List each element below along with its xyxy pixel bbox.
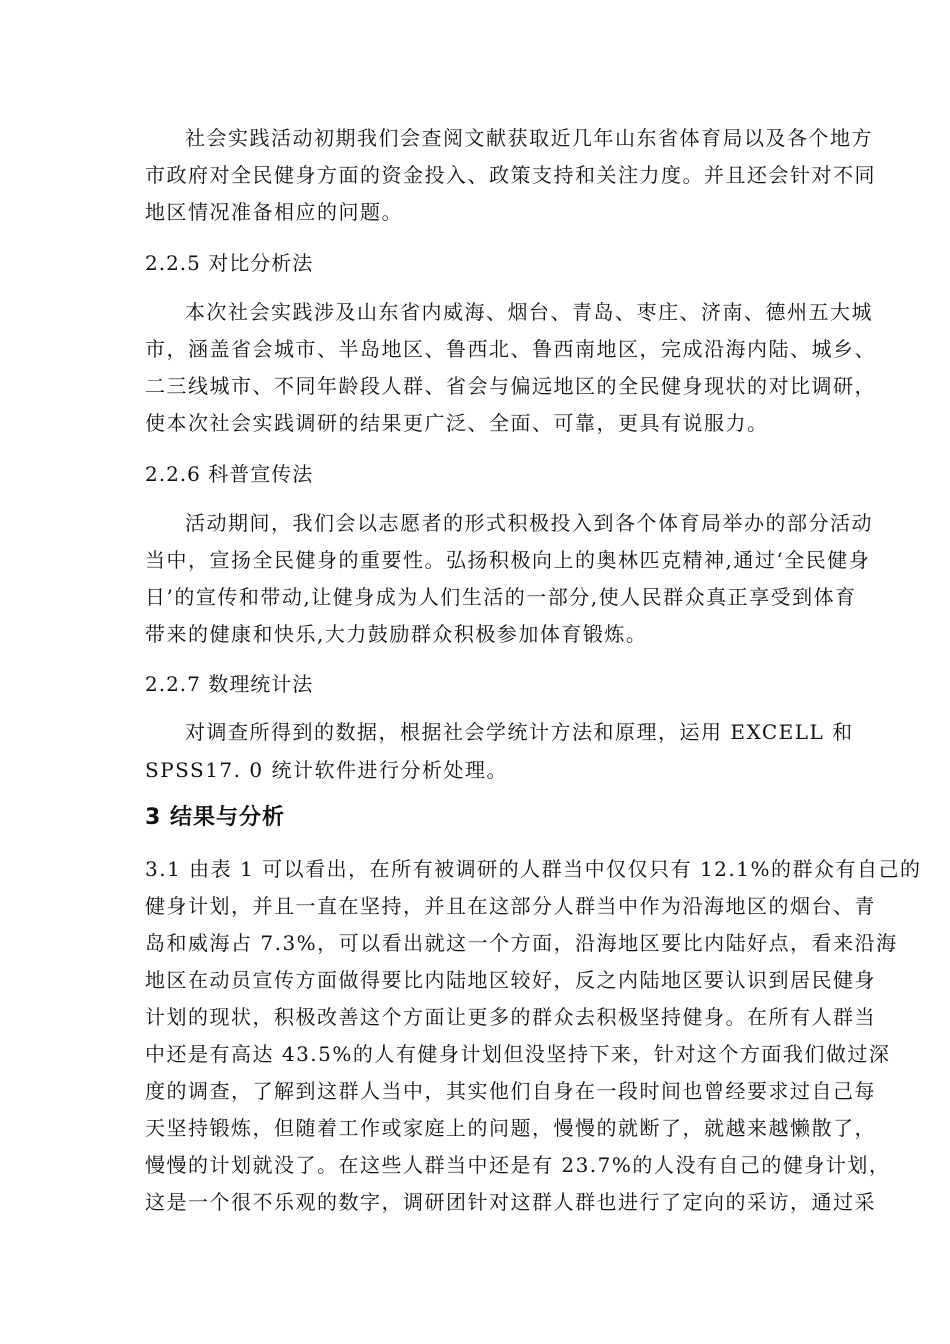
section-heading-3: 3 结果与分析 (145, 805, 285, 830)
paragraph-line: 日’的宣传和带动,让健身成为人们生活的一部分,使人民群众真正享受到体育 (145, 585, 857, 609)
paragraph-line: SPSS17. 0 统计软件进行分析处理。 (145, 758, 508, 782)
paragraph-line: 使本次社会实践调研的结果更广泛、全面、可靠，更具有说服力。 (145, 411, 769, 435)
paragraph-line: 慢慢的计划就没了。在这些人群当中还是有 23.7%的人没有自己的健身计划， (145, 1153, 891, 1177)
paragraph-line: 度的调查，了解到这群人当中，其实他们自身在一段时间也曾经要求过自己每 (145, 1079, 876, 1103)
section-heading-2-2-5: 2.2.5 对比分析法 (145, 251, 314, 275)
section-heading-2-2-7: 2.2.7 数理统计法 (145, 672, 314, 696)
paragraph-line: 岛和威海占 7.3%，可以看出就这一个方面，沿海地区要比内陆好点，看来沿海 (145, 931, 898, 955)
paragraph-line: 市政府对全民健身方面的资金投入、政策支持和关注力度。并且还会针对不同 (145, 163, 876, 187)
paragraph-line: 本次社会实践涉及山东省内威海、烟台、青岛、枣庄、济南、德州五大城 (185, 300, 873, 324)
paragraph-line: 这是一个很不乐观的数字，调研团针对这群人群也进行了定向的采访，通过采 (145, 1190, 876, 1214)
paragraph-line: 地区情况准备相应的问题。 (145, 200, 403, 224)
paragraph-line: 健身计划，并且一直在坚持，并且在这部分人群当中作为沿海地区的烟台、青 (145, 894, 876, 918)
paragraph-line: 带来的健康和快乐,大力鼓励群众积极参加体育锻炼。 (145, 622, 648, 646)
paragraph-line: 3.1 由表 1 可以看出，在所有被调研的人群当中仅仅只有 12.1%的群众有自己的 (145, 857, 922, 881)
paragraph-line: 地区在动员宣传方面做得要比内陆地区较好，反之内陆地区要认识到居民健身 (145, 968, 876, 992)
paragraph-line: 市，涵盖省会城市、半岛地区、鲁西北、鲁西南地区，完成沿海内陆、城乡、 (145, 337, 876, 361)
paragraph-line: 对调查所得到的数据，根据社会学统计方法和原理，运用 EXCELL 和 (185, 720, 854, 744)
section-heading-2-2-6: 2.2.6 科普宣传法 (145, 462, 314, 486)
paragraph-line: 天坚持锻炼，但随着工作或家庭上的问题，慢慢的就断了，就越来越懒散了， (145, 1116, 876, 1140)
paragraph-line: 社会实践活动初期我们会查阅文献获取近几年山东省体育局以及各个地方 (185, 126, 873, 150)
paragraph-line: 计划的现状，积极改善这个方面让更多的群众去积极坚持健身。在所有人群当 (145, 1005, 876, 1029)
paragraph-line: 二三线城市、不同年龄段人群、省会与偏远地区的全民健身现状的对比调研， (145, 374, 876, 398)
paragraph-line: 中还是有高达 43.5%的人有健身计划但没坚持下来，针对这个方面我们做过深 (145, 1042, 891, 1066)
paragraph-line: 当中，宣扬全民健身的重要性。弘扬积极向上的奥林匹克精神,通过‘全民健身 (145, 548, 871, 572)
paragraph-line: 活动期间，我们会以志愿者的形式积极投入到各个体育局举办的部分活动 (185, 511, 873, 535)
